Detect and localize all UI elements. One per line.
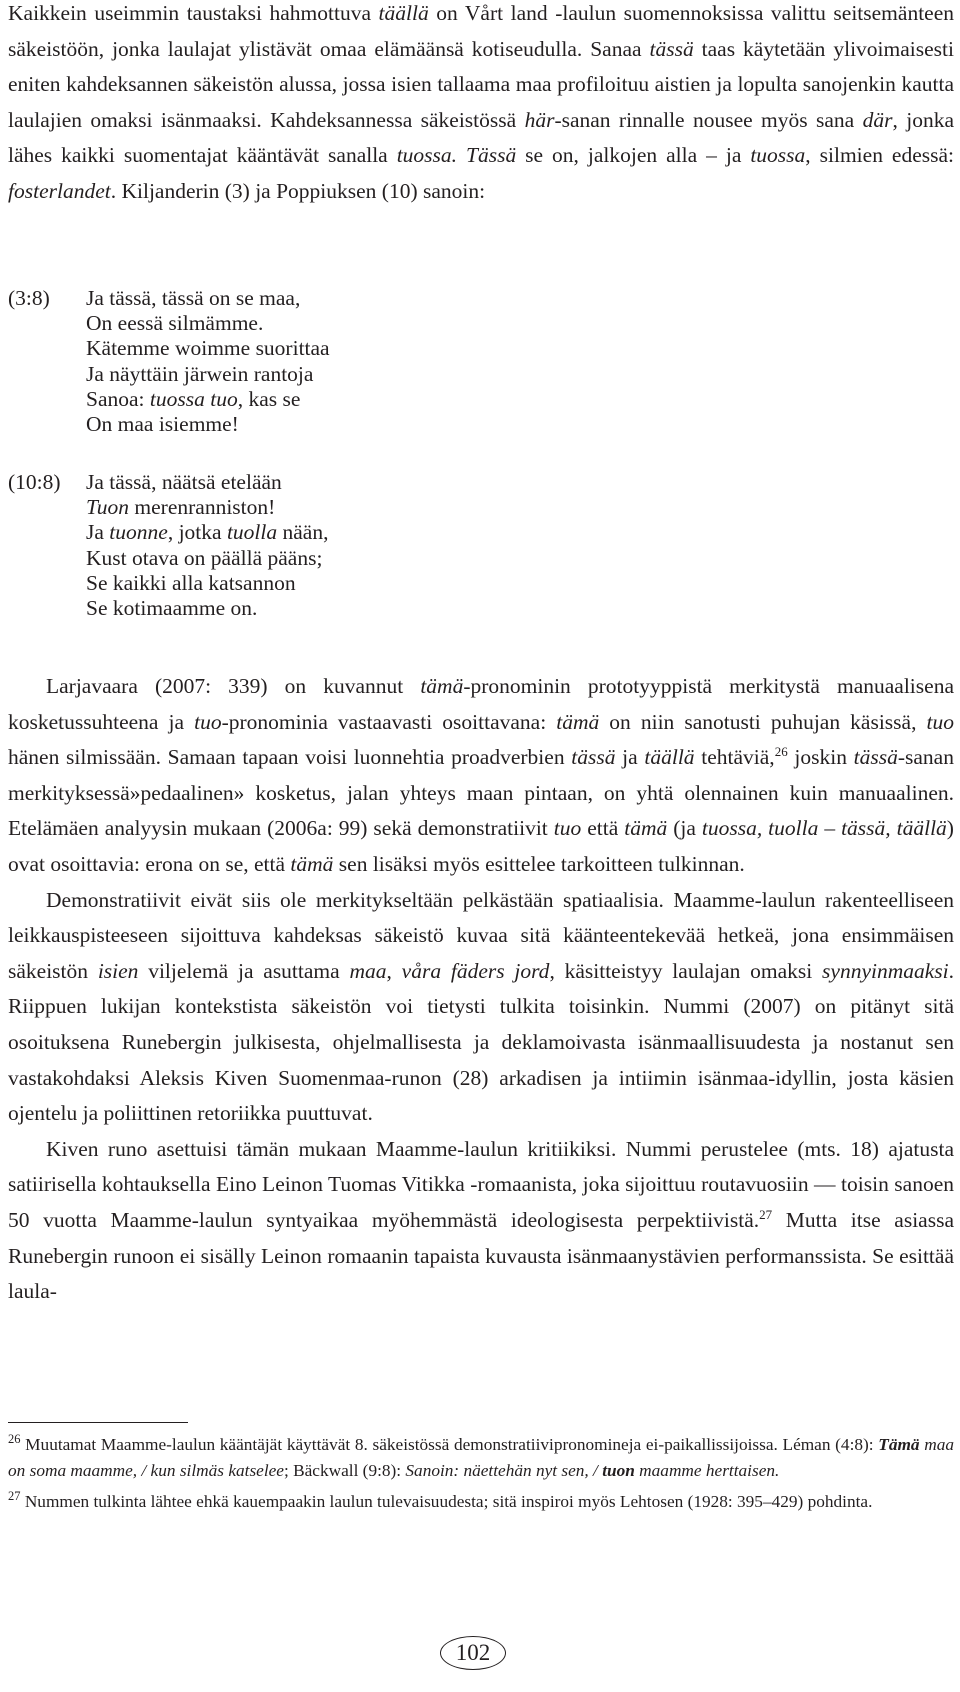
text-run: -pronominin prototyyppistä merkitystä manuaalisena kosketussuhteena ja bbox=[8, 674, 954, 734]
text-run: Kust otava on päällä pääns; bbox=[86, 545, 323, 570]
text-run: , käsitteistyy laulajan omaksi bbox=[549, 958, 823, 983]
italic-text: här bbox=[524, 107, 555, 132]
italic-text: tuo bbox=[926, 709, 954, 734]
text-run: Mutta itse asiassa Runebergin runoon ei sisälly Leinon romaanin tapaista kuvausta isänmaanystävien performanssista. Se esittää laula- bbox=[8, 1207, 954, 1304]
poem-line bbox=[86, 495, 328, 520]
italic-text: tässä bbox=[571, 745, 616, 770]
body-paragraph bbox=[8, 669, 954, 883]
italic-text: våra fäders jord bbox=[401, 958, 550, 983]
bold-italic-text: Tämä bbox=[878, 1435, 920, 1454]
text-run: taas käytetään ylivoimaisesti eniten kahdeksannen säkeistön alussa, jossa isien tallaama maa profiloituu aistien ja lopulta sanojenkin kautta laulajien omaksi isänmaaksi. Kahdeksannessa säkeistössä bbox=[8, 36, 954, 132]
body-paragraph bbox=[8, 1132, 954, 1310]
text-run: , jonka lähes kaikki suomentajat kääntävät sanalla bbox=[8, 107, 954, 168]
italic-text: tämä bbox=[290, 851, 334, 876]
text-run: Ja tässä, näätsä etelään bbox=[86, 470, 282, 494]
italic-text: maa on soma maamme, / kun silmäs katselee bbox=[8, 1435, 954, 1480]
body-paragraph bbox=[8, 883, 954, 1132]
poem-line bbox=[86, 470, 328, 495]
footnote-marker: 26 bbox=[8, 1432, 21, 1446]
italic-text: maamme herttaisen. bbox=[634, 1460, 780, 1480]
text-run: . Riippuen lukijan kontekstista säkeistön voi tietysti tulkita toisinkin. Nummi (2007) on pitänyt sitä osoituksena Runebergin julkisesta, ohjelmallisesta ja deklamoivasta isänmaallisuudesta ja nostanut sen vastakohdaksi Aleksis Kiven Suomenmaa-runon (28) arkadisen ja intiimin isänmaa-idyllin, josta käsien ojentelu ja poliittinen retoriikka puuttuvat. bbox=[8, 958, 954, 1126]
text-run: , bbox=[386, 958, 402, 983]
poem-line bbox=[86, 571, 328, 596]
text-run: nään, bbox=[277, 520, 329, 545]
poem-line bbox=[86, 286, 330, 311]
italic-text: tässä bbox=[853, 745, 898, 770]
text-run: että bbox=[581, 816, 625, 841]
body-paragraph bbox=[8, 0, 954, 210]
text-run: Kiven runo asettuisi tämän mukaan Maamme-laulun kritiikiksi. Nummi perustelee (mts. 18) ajatusta satiirisella kohtauksella Eino Leinon Tuomas Vitikka -romaanista, joka sijoittuu routavuosiin — toisin sanoen 50 vuotta Maamme-laulun syntyaikaa myöhemmästä ideologisesta perpektiivistä. bbox=[8, 1136, 954, 1232]
poem-line bbox=[86, 412, 330, 437]
poem-number: (3:8) bbox=[8, 286, 50, 310]
text-run: Ja tässä, tässä on se maa, bbox=[86, 286, 301, 310]
italic-text: tuolla bbox=[226, 520, 278, 545]
page-number bbox=[440, 1636, 506, 1670]
text-run: se on, jalkojen alla – ja bbox=[516, 143, 751, 168]
poem-quotation bbox=[8, 286, 330, 437]
poem-quotation bbox=[8, 470, 328, 621]
text-run: (ja bbox=[667, 816, 702, 841]
italic-text: Tuon bbox=[86, 495, 130, 520]
text-run: Demonstratiivit eivät siis ole merkitykseltään pelkästään spatiaalisia. Maamme-laulun rakenteelliseen leikkauspisteeseen sijoittuva kahdeksas säkeistö kuvaa sitä käänteentekevää hetkeä, jona ensimmäisen säkeistön bbox=[8, 887, 954, 983]
italic-text: tuonne bbox=[109, 520, 168, 545]
bold-italic-text: tuon bbox=[602, 1460, 635, 1480]
text-run: on Vårt land -laulun suomennoksissa valittu seitsemänteen säkeistöön, jonka laulajat ylistävät omaa elämäänsä kotiseudulla. Sanaa bbox=[8, 1, 954, 61]
poem-number: (10:8) bbox=[8, 470, 61, 494]
italic-text: tässä bbox=[649, 36, 694, 61]
poem-line bbox=[86, 336, 330, 361]
poem-line bbox=[86, 362, 330, 387]
page-number-label: 102 bbox=[455, 1640, 491, 1665]
text-run: , silmien edessä: bbox=[805, 143, 954, 168]
italic-text: isien bbox=[97, 958, 139, 983]
italic-text: täällä bbox=[644, 745, 695, 770]
italic-text: fosterlandet bbox=[8, 178, 111, 203]
text-run: . Kiljanderin (3) ja Poppiuksen (10) sanoin: bbox=[110, 178, 486, 203]
text-run: -sanan rinnalle nousee myös sana bbox=[554, 107, 863, 132]
footnote-marker: 27 bbox=[8, 1489, 21, 1503]
italic-text: tuo bbox=[194, 709, 222, 734]
italic-text: där bbox=[862, 107, 893, 132]
text-run: Kaikkein useimmin taustaksi hahmottuva bbox=[8, 1, 379, 25]
text-run: On eessä silmämme. bbox=[86, 311, 264, 336]
italic-text: tuossa bbox=[750, 143, 806, 168]
text-run: ; Bäckwall (9:8): bbox=[283, 1460, 406, 1480]
text-run: ) ovat osoittavia: erona on se, että bbox=[8, 816, 954, 876]
italic-text: Tässä bbox=[466, 143, 517, 168]
italic-text: tämä bbox=[420, 674, 464, 698]
italic-text: täällä bbox=[378, 1, 429, 25]
poem-lines bbox=[86, 286, 330, 437]
italic-text: tämä bbox=[556, 709, 600, 734]
poem-line bbox=[86, 546, 328, 571]
text-run: Kätemme woimme suorittaa bbox=[86, 336, 330, 361]
footnote-divider bbox=[8, 1422, 188, 1423]
text-run: -pronominia vastaavasti osoittavana: bbox=[221, 709, 557, 734]
poem-line bbox=[86, 596, 328, 621]
text-run: Se kaikki alla katsannon bbox=[86, 570, 296, 595]
footnotes bbox=[8, 1432, 954, 1515]
text-run: sen lisäksi myös esittelee tarkoitteen tulkinnan. bbox=[333, 851, 745, 876]
main-text bbox=[8, 669, 954, 1310]
italic-text: tuo bbox=[553, 816, 582, 841]
text-run: On maa isiemme! bbox=[86, 412, 239, 437]
italic-text: Sanoin: näettehän nyt sen, / bbox=[405, 1460, 603, 1480]
text-run: Ja bbox=[86, 520, 110, 545]
text-run: merenranniston! bbox=[129, 495, 276, 520]
text-run: Sanoa: bbox=[86, 386, 150, 411]
italic-text: synnyinmaaksi bbox=[822, 958, 949, 983]
poem-lines bbox=[86, 470, 328, 621]
text-run bbox=[457, 143, 466, 167]
italic-text: tuossa. bbox=[396, 143, 458, 168]
text-run: -sanan merkityksessä»pedaalinen» kosketus, jalan yhteys maan pintaan, on yhtä olennainen kuin manuaalinen. Etelämäen analyysin mukaan (2006a: 99) sekä demonstratiivit bbox=[8, 745, 954, 841]
text-run: , jotka bbox=[167, 520, 227, 545]
text-run: tehtäviä, bbox=[694, 745, 775, 770]
poem-line bbox=[86, 387, 330, 412]
poem-line bbox=[86, 311, 330, 336]
text-run: Se kotimaamme on. bbox=[86, 596, 258, 621]
italic-text: maa bbox=[349, 958, 387, 983]
footnote-reference: 27 bbox=[759, 1206, 773, 1222]
text-run: joskin bbox=[787, 745, 854, 770]
text-run: Muutamat Maamme-laulun kääntäjät käyttävät 8. säkeistössä demonstratiivipronomineja ei-paikallissijoissa. Léman (4:8): bbox=[20, 1435, 879, 1454]
text-run: viljelemä ja asuttama bbox=[138, 958, 350, 983]
italic-text: tuossa tuo bbox=[149, 386, 238, 411]
text-run: , kas se bbox=[237, 386, 301, 411]
text-run: Nummen tulkinta lähtee ehkä kauempaakin laulun tulevaisuudesta; sitä inspiroi myös Lehtosen (1928: 395–429) pohdinta. bbox=[20, 1492, 873, 1511]
text-run: on niin sanotusti puhujan käsissä, bbox=[599, 709, 927, 734]
footnote-reference: 26 bbox=[774, 744, 788, 760]
italic-text: tämä bbox=[624, 816, 668, 841]
text-run: Ja näyttäin järwein rantoja bbox=[86, 361, 314, 386]
text-run: ja bbox=[615, 745, 645, 770]
italic-text: tuossa, tuolla – tässä, täällä bbox=[701, 816, 947, 841]
text-run: Larjavaara (2007: 339) on kuvannut bbox=[46, 674, 421, 698]
text-run: hänen silmissään. Samaan tapaan voisi luonnehtia proadverbien bbox=[8, 745, 572, 770]
footnote-27 bbox=[8, 1489, 954, 1515]
footnote-26 bbox=[8, 1432, 954, 1483]
poem-line bbox=[86, 520, 328, 545]
